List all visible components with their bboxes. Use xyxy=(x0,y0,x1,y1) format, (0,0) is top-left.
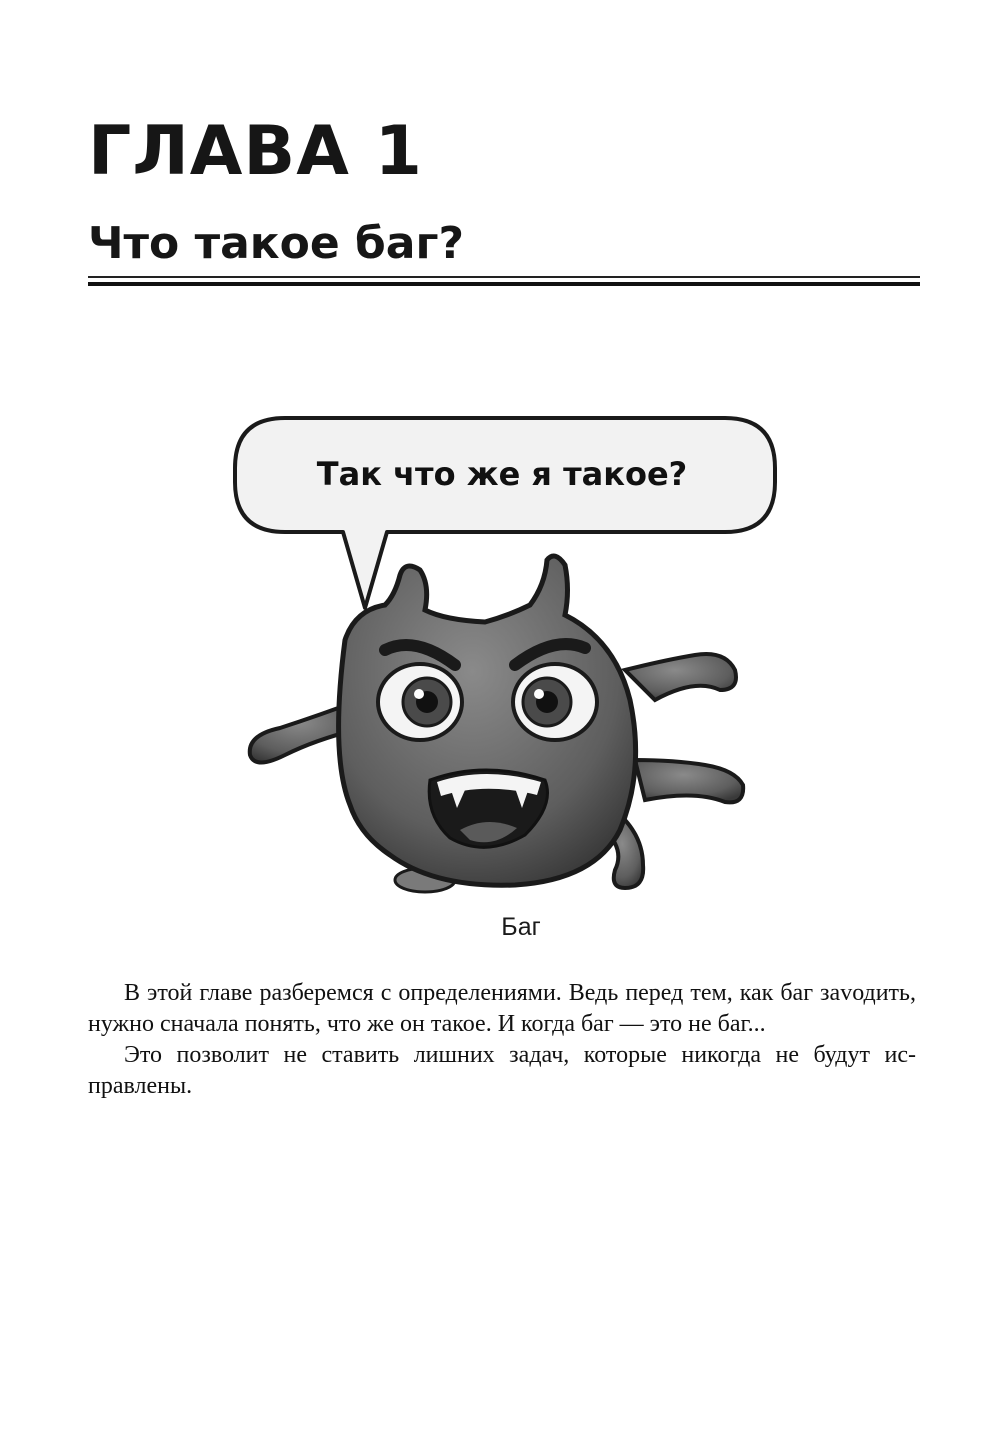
title-rule-thin xyxy=(88,276,920,278)
speech-bubble-text: Так что же я такое? xyxy=(316,455,688,493)
chapter-label: ГЛАВА 1 xyxy=(88,112,423,191)
paragraph: В этой главе разберемся с определениями. Ведь перед тем, как баг заvодить, нужно сначала понять, что же он такое. И когда баг — это не баг... xyxy=(88,980,916,1037)
body-text xyxy=(88,978,916,1102)
figure-caption: Баг xyxy=(501,913,541,941)
speech-bubble xyxy=(235,418,775,608)
title-rule-thick xyxy=(88,282,920,286)
chapter-title: Что такое баг? xyxy=(88,218,464,269)
paragraph: Это позволит не ставить лишних задач, которые никогда не будут исправлены. xyxy=(88,1042,916,1099)
bug-monster-icon xyxy=(250,556,743,892)
